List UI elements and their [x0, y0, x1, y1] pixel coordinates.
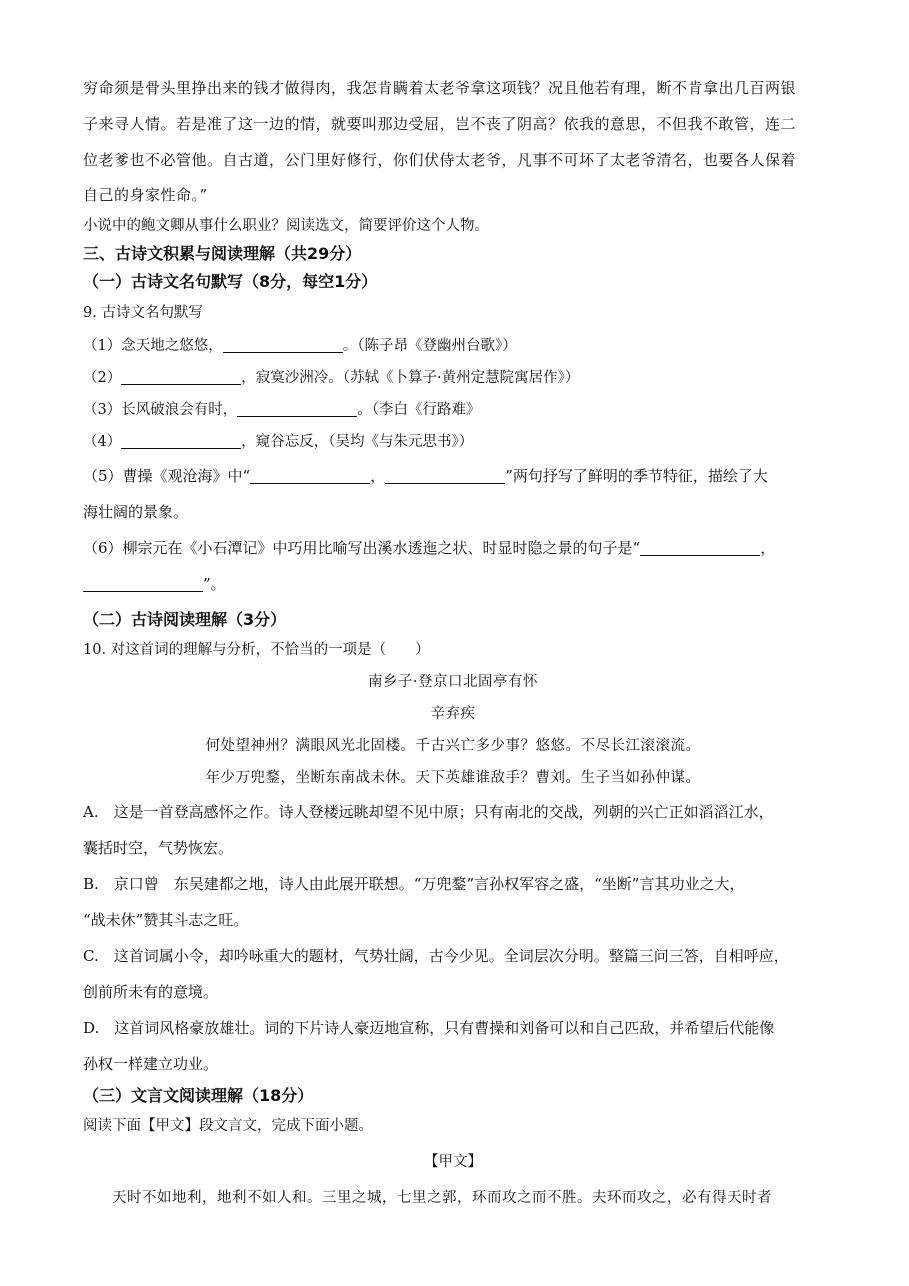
poem-author: 辛弃疾	[430, 706, 476, 722]
story-line-1: 穷命须是骨头里挣出来的钱才做得肉，我怎肯瞒着太老爷拿这项钱？况且他若有理，断不肯拿出几百两银	[83, 79, 797, 97]
question-9-4: （4） ，窥谷忘反，（吴均《与朱元思书》）	[83, 434, 474, 450]
answer-blank[interactable]	[121, 368, 241, 385]
story-line-3: 位老爹也不必管他。自古道，公门里好修行，你们伏侍太老爷，凡事不可坏了太老爷清名，也要各人保着	[83, 151, 797, 169]
jia-title: 【甲文】	[424, 1154, 482, 1170]
option-d-cont: 孙权一样建立功业。	[83, 1055, 219, 1073]
poem-line-1: 何处望神州？满眼风光北固楼。千古兴亡多少事？悠悠。不尽长江滚滚流。	[205, 738, 701, 754]
story-line-4: 自己的身家性命。”	[83, 186, 208, 204]
option-c-cont: 创前所未有的意境。	[83, 983, 219, 1001]
subsection-title-1: （一）古诗文名句默写（8分，每空1分）	[83, 272, 378, 291]
question-9-6: （6）柳宗元在《小石潭记》中巧用比喻写出溪水透迤之状、时显时隐之景的句子是“ ，	[83, 539, 776, 557]
question-9-1: （1）念天地之悠悠， 。（陈子昂《登幽州台歌》）	[83, 338, 517, 354]
story-question: 小说中的鲍文卿从事什么职业？阅读选文，简要评价这个人物。	[83, 218, 489, 234]
subsection-title-3: （三）文言文阅读理解（18分）	[83, 1086, 314, 1105]
section-title: 三、古诗文积累与阅读理解（共29分）	[83, 244, 362, 263]
reading-instruction: 阅读下面【甲文】段文言文，完成下面小题。	[83, 1118, 373, 1134]
answer-blank[interactable]	[640, 539, 760, 556]
poem-line-2: 年少万兜鍪，坐断东南战未休。天下英雄谁敌手？曹刘。生子当如孙仲谋。	[205, 770, 701, 786]
question-9-3: （3）长风破浪会有时， 。（李白《行路难》	[83, 402, 481, 418]
answer-blank[interactable]	[121, 432, 241, 449]
option-b-cont: “战未休”赞其斗志之旺。	[83, 911, 249, 929]
answer-blank[interactable]	[385, 467, 505, 484]
question-9-title: 9. 古诗文名句默写	[83, 305, 203, 321]
question-9-5-cont: 海壮阔的景象。	[83, 503, 189, 521]
subsection-title-2: （二）古诗阅读理解（3分）	[83, 610, 287, 629]
jia-line-1: 天时不如地利，地利不如人和。三里之城，七里之郭，环而攻之而不胜。夫环而攻之，必有得天时者	[112, 1190, 772, 1206]
option-a[interactable]: A. 这是一首登高感怀之作。诗人登楼远眺却望不见中原；只有南北的交战，列朝的兴亡正如滔滔江水，	[83, 803, 774, 821]
question-9-5: （5）曹操《观沧海》中“ ， ”两句抒写了鲜明的季节特征，描绘了大	[83, 467, 768, 485]
story-line-2: 子来寻人情。若是准了这一边的情，就要叫那边受屈，岂不丧了阴高？依我的意思，不但我不敢管，连二	[83, 115, 797, 133]
answer-blank[interactable]	[83, 575, 203, 592]
question-9-6-cont: ”。	[83, 566, 823, 602]
option-c[interactable]: C. 这首词属小令，却吟咏重大的题材，气势壮阔，古今少见。全词层次分明。整篇三问三答，自相呼应，	[83, 947, 789, 965]
option-b[interactable]: B. 京口曾 东吴建都之地，诗人由此展开联想。“万兜鍪”言孙权军容之盛，“坐断”言其功业之大，	[83, 875, 745, 893]
poem-title: 南乡子·登京口北固亭有怀	[367, 674, 539, 690]
answer-blank[interactable]	[250, 467, 370, 484]
answer-blank[interactable]	[237, 400, 357, 417]
option-d[interactable]: D. 这首词风格豪放雄壮。词的下片诗人豪迈地宣称，只有曹操和刘备可以和自己匹敌，并希望后代能像	[83, 1019, 775, 1037]
document-page	[83, 70, 823, 1214]
question-9-2: （2） ，寂寞沙洲冷。（苏轼《卜算子·黄州定慧院寓居作》）	[83, 370, 580, 386]
question-10-title: 10. 对这首词的理解与分析，不恰当的一项是（ ）	[83, 642, 430, 658]
answer-blank[interactable]	[223, 336, 343, 353]
option-a-cont: 囊括时空，气势恢宏。	[83, 839, 234, 857]
